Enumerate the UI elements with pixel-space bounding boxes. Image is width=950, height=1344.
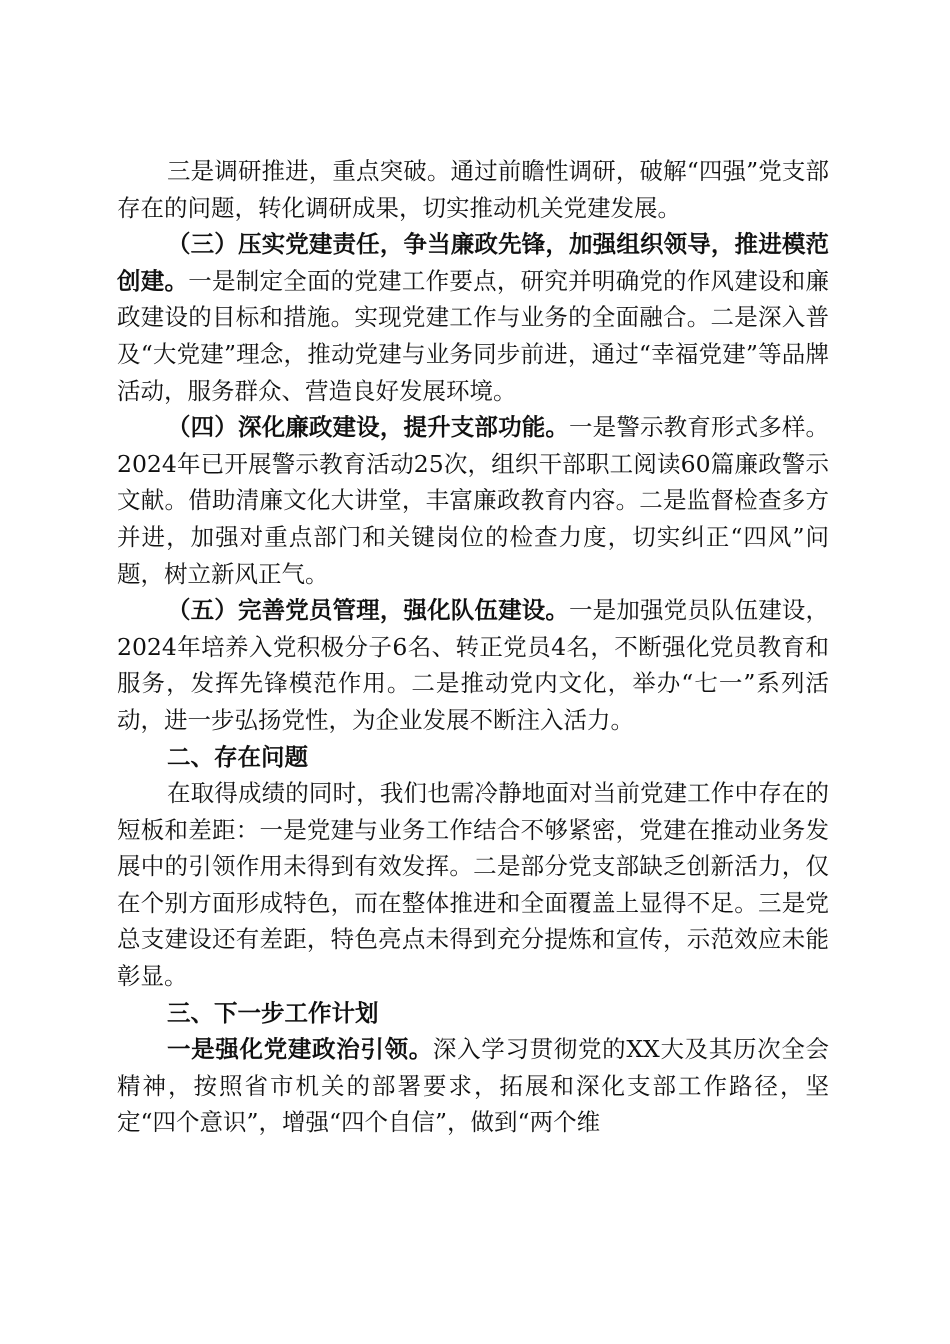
paragraph-problems (117, 775, 829, 995)
paragraph-text: 一是警示教育形式多样。2024年已开展警示教育活动25次，组织干部职工阅读60篇廉政警示文献。借助清廉文化大讲堂，丰富廉政教育内容。二是监督检查多方并进，加强对重点部门和关键岗位的检查力度，切实纠正“四风”问题，树立新风正气。 (117, 413, 830, 588)
paragraph-responsibility (117, 226, 829, 409)
paragraph-integrity (117, 409, 829, 592)
document-body (117, 153, 829, 1141)
paragraph-next-steps (117, 1031, 829, 1141)
paragraph-text: 一是加强党员队伍建设，2024年培养入党积极分子6名、转正党员4名，不断强化党员教育和服务，发挥先锋模范作用。二是推动党内文化，举办“七一”系列活动，进一步弘扬党性，为企业发展不断注入活力。 (117, 596, 830, 734)
paragraph-text: 三是调研推进，重点突破。通过前瞻性调研，破解“四强”党支部存在的问题，转化调研成果，切实推动机关党建发展。 (117, 157, 829, 222)
paragraph-lead: （四）深化廉政建设，提升支部功能。 (167, 413, 570, 442)
paragraph-research (117, 153, 829, 226)
paragraph-lead: （三）压实党建责任，争当廉政先锋，加强组织领导，推进模范创建。 (117, 230, 829, 295)
section-heading-next-steps: 三、下一步工作计划 (167, 998, 379, 1027)
paragraph-lead: 一是强化党建政治引领。 (167, 1035, 433, 1064)
paragraph-lead: （五）完善党员管理，强化队伍建设。 (167, 596, 570, 625)
paragraph-text: 一是制定全面的党建工作要点，研究并明确党的作风建设和廉政建设的目标和措施。实现党建工作与业务的全面融合。二是深入普及“大党建”理念，推动党建与业务同步前进，通过“幸福党建”等品牌活动，服务群众、营造良好发展环境。 (117, 266, 830, 405)
section-heading-problems: 二、存在问题 (167, 742, 308, 771)
paragraph-text: 在取得成绩的同时，我们也需冷静地面对当前党建工作中存在的短板和差距：一是党建与业务工作结合不够紧密，党建在推动业务发展中的引领作用未得到有效发挥。二是部分党支部缺乏创新活力，仅在个别方面形成特色，而在整体推进和全面覆盖上显得不足。三是党总支建设还有差距，特色亮点未得到充分提炼和宣传，示范效应未能彰显。 (117, 779, 829, 991)
paragraph-text: 深入学习贯彻党的XX大及其历次全会精神，按照省市机关的部署要求，拓展和深化支部工作路径，坚定“四个意识”，增强“四个自信”，做到“两个维 (117, 1035, 829, 1137)
paragraph-member-management (117, 592, 829, 738)
